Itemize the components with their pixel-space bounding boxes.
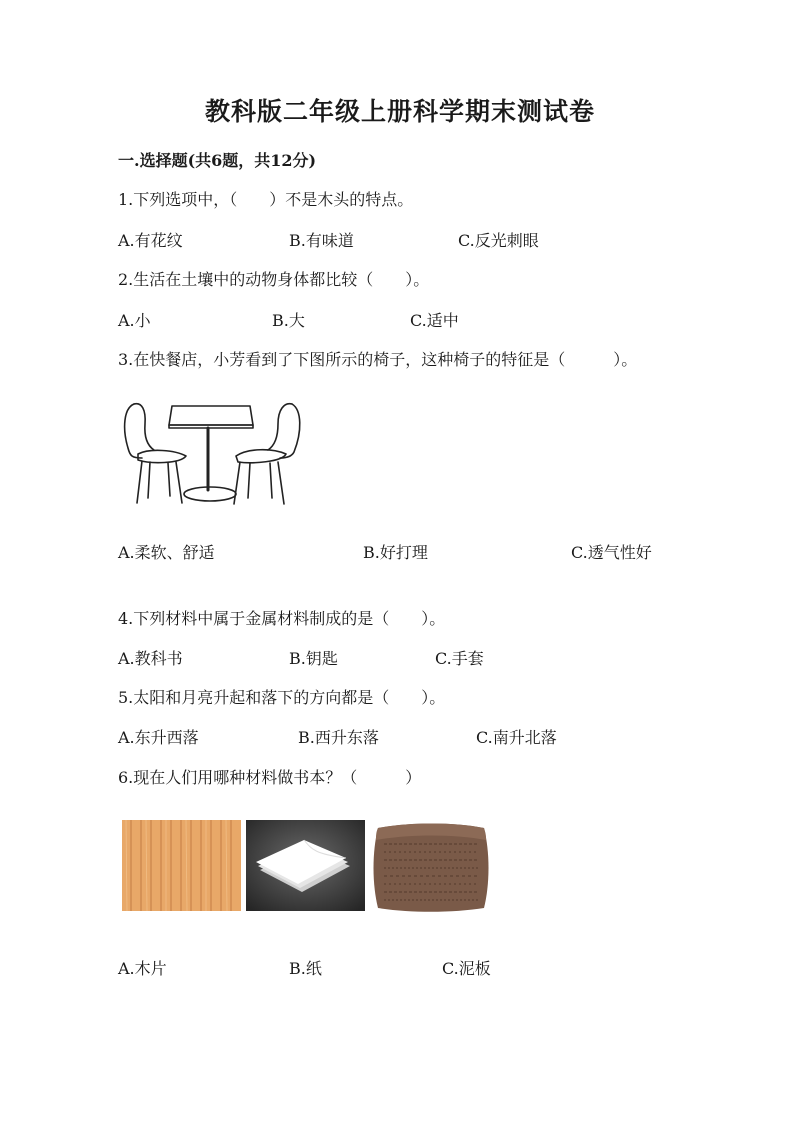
question-6-stem: 6.现在人们用哪种材料做书本？（ ） [118, 768, 422, 787]
question-6-option-b: B.纸 [289, 959, 322, 978]
question-2-stem: 2.生活在土壤中的动物身体都比较（ ）。 [118, 270, 430, 289]
clay-tablet-image [370, 822, 492, 913]
question-5-stem: 5.太阳和月亮升起和落下的方向都是（ ）。 [118, 688, 446, 707]
question-5-option-a: A.东升西落 [118, 728, 199, 747]
question-1-stem: 1.下列选项中，（ ）不是木头的特点。 [118, 190, 414, 209]
question-2-option-b: B.大 [272, 311, 305, 330]
question-1-option-c: C.反光刺眼 [458, 231, 539, 250]
question-3-option-b: B.好打理 [363, 543, 428, 562]
question-3-stem: 3.在快餐店，小芳看到了下图所示的椅子，这种椅子的特征是（ ）。 [118, 350, 638, 369]
question-3-option-c: C.透气性好 [571, 543, 652, 562]
question-1-option-b: B.有味道 [289, 231, 354, 250]
question-5-option-c: C.南升北落 [476, 728, 557, 747]
question-6-option-c: C.泥板 [442, 959, 491, 978]
question-4-stem: 4.下列材料中属于金属材料制成的是（ ）。 [118, 609, 446, 628]
wood-planks-image [122, 820, 241, 911]
question-5-option-b: B.西升东落 [298, 728, 379, 747]
question-6-option-a: A.木片 [118, 959, 167, 978]
page-title: 教科版二年级上册科学期末测试卷 [204, 97, 595, 126]
question-2-option-c: C.适中 [410, 311, 459, 330]
question-4-option-a: A.教科书 [118, 649, 183, 668]
chairs-table-illustration [120, 398, 305, 510]
question-4-option-b: B.钥匙 [289, 649, 338, 668]
paper-stack-image [246, 820, 365, 911]
question-1-option-a: A.有花纹 [118, 231, 183, 250]
question-2-option-a: A.小 [118, 311, 151, 330]
section-heading: 一.选择题(共6题，共12分) [118, 151, 317, 170]
question-3-option-a: A.柔软、舒适 [118, 543, 215, 562]
question-4-option-c: C.手套 [435, 649, 484, 668]
